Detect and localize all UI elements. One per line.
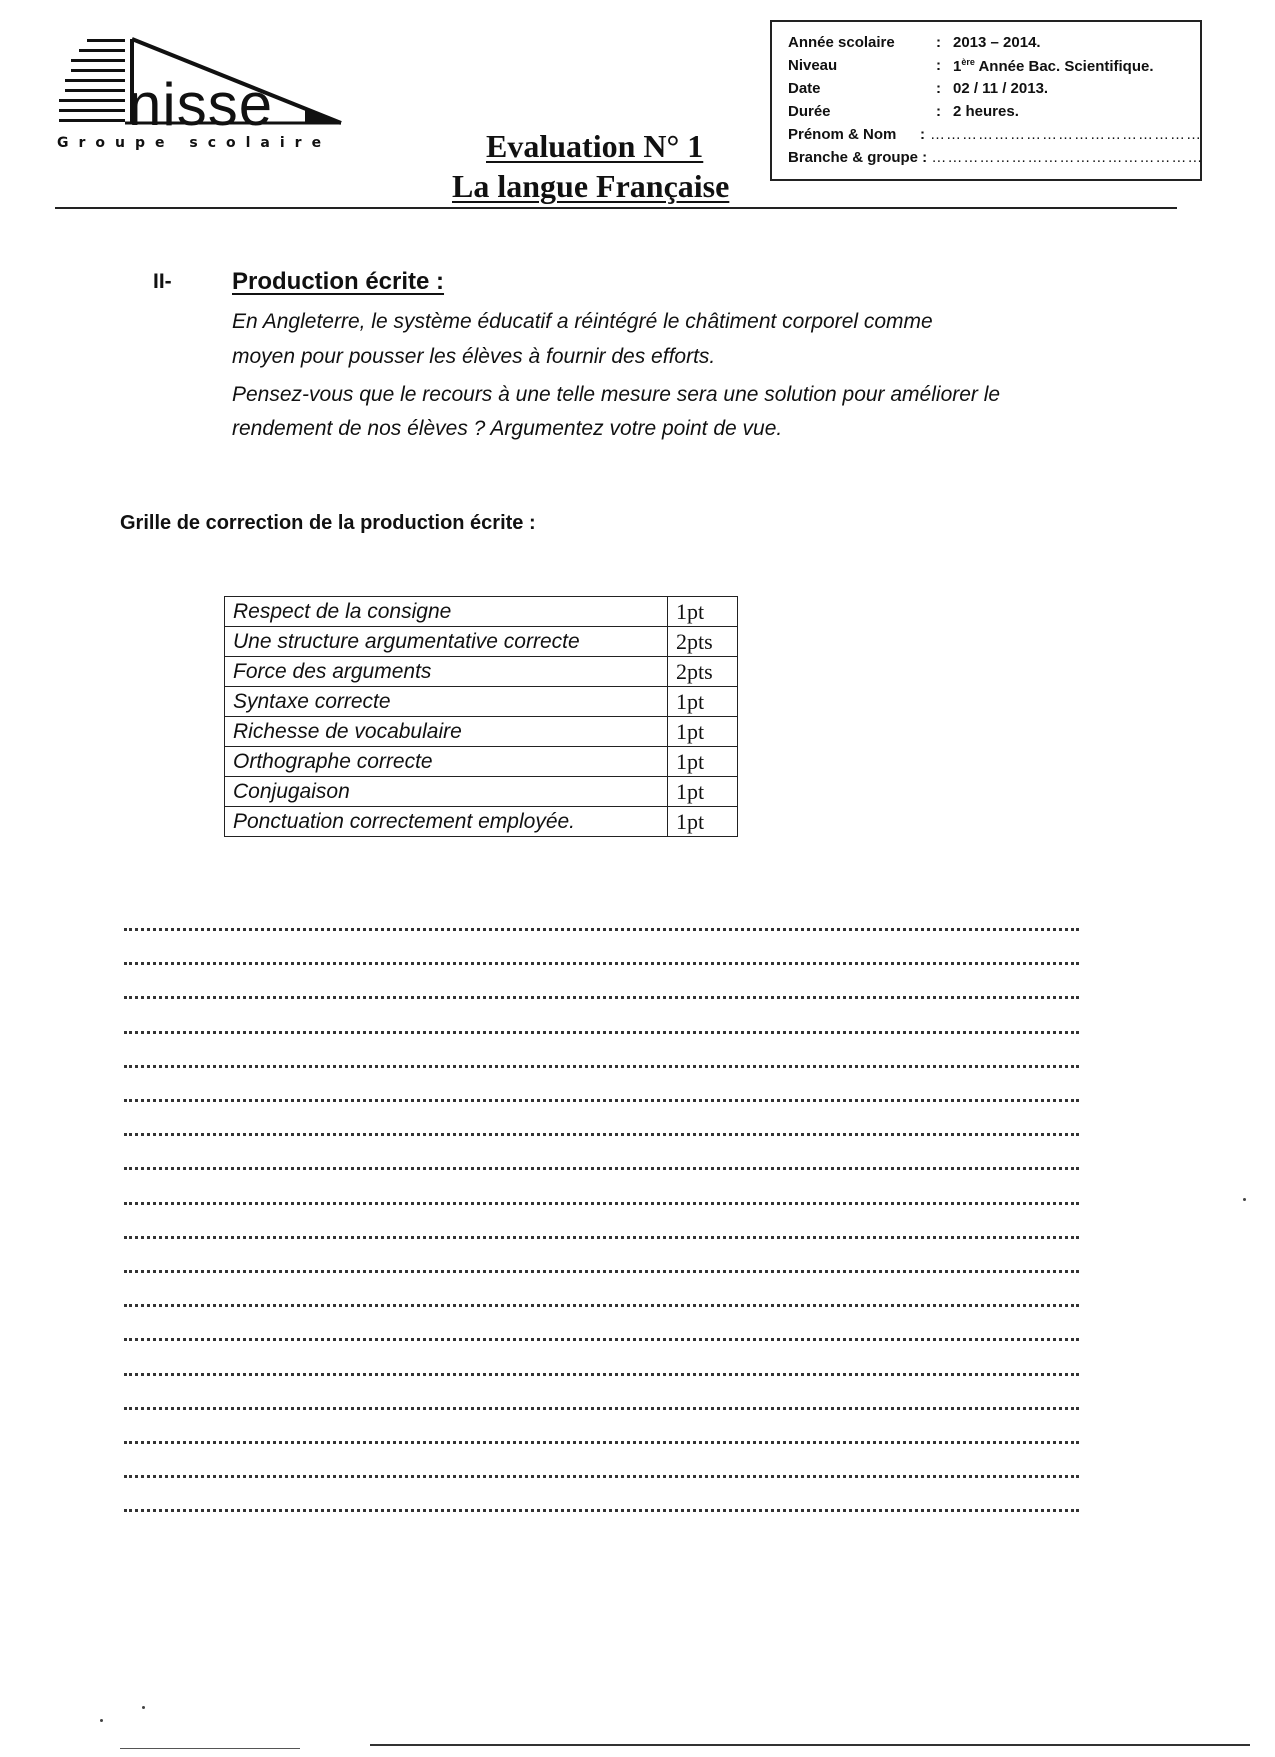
points-cell: 2pts xyxy=(668,627,738,657)
niveau-number: 1 xyxy=(953,58,962,75)
prompt-line-4: rendement de nos élèves ? Argumentez votre point de vue. xyxy=(232,417,783,440)
niveau-colon: : xyxy=(936,57,941,74)
branche-field[interactable]: …………………………………………… xyxy=(931,149,1204,166)
writing-line[interactable] xyxy=(124,1270,1079,1273)
criterion-cell: Ponctuation correctement employée. xyxy=(225,807,668,837)
annee-value: 2013 – 2014. xyxy=(953,34,1041,51)
table-row xyxy=(225,747,738,777)
niveau-superscript: ère xyxy=(961,57,975,67)
date-colon: : xyxy=(936,80,941,97)
prompt-line-1: En Angleterre, le système éducatif a réintégré le châtiment corporel comme xyxy=(232,310,933,333)
points-cell: 1pt xyxy=(668,807,738,837)
section-number: II- xyxy=(153,270,172,293)
scan-speck xyxy=(1243,1198,1246,1201)
grading-grid-title: Grille de correction de la production écrite : xyxy=(120,512,536,534)
prompt-line-2: moyen pour pousser les élèves à fournir des efforts. xyxy=(232,345,716,368)
points-cell: 2pts xyxy=(668,657,738,687)
logo-subtitle: Groupe scolaire xyxy=(57,135,332,151)
points-cell: 1pt xyxy=(668,747,738,777)
evaluation-title: Evaluation N° 1 xyxy=(486,128,704,164)
subject-title: La langue Française xyxy=(452,168,730,204)
criterion-cell: Conjugaison xyxy=(225,777,668,807)
writing-line[interactable] xyxy=(124,962,1079,965)
points-cell: 1pt xyxy=(668,717,738,747)
writing-line[interactable] xyxy=(124,1338,1079,1341)
annee-colon: : xyxy=(936,34,941,51)
writing-line[interactable] xyxy=(124,1167,1079,1170)
exam-info-box xyxy=(770,20,1202,181)
writing-line[interactable] xyxy=(124,1202,1079,1205)
criterion-cell: Respect de la consigne xyxy=(225,597,668,627)
writing-line[interactable] xyxy=(124,1407,1079,1410)
table-row xyxy=(225,777,738,807)
writing-line[interactable] xyxy=(124,1133,1079,1136)
points-cell: 1pt xyxy=(668,687,738,717)
writing-line[interactable] xyxy=(124,928,1079,931)
nom-label: Prénom & Nom xyxy=(788,126,897,143)
writing-line[interactable] xyxy=(124,1236,1079,1239)
scan-speck xyxy=(142,1706,145,1709)
header-divider xyxy=(55,207,1177,209)
writing-line[interactable] xyxy=(124,1099,1079,1102)
criterion-cell: Une structure argumentative correcte xyxy=(225,627,668,657)
niveau-text: Année Bac. Scientifique. xyxy=(974,58,1154,75)
logo-wordmark: nisse xyxy=(128,71,274,138)
nom-field[interactable]: …………………………………………… xyxy=(930,126,1202,143)
prompt-line-3: Pensez-vous que le recours à une telle mesure sera une solution pour améliorer le xyxy=(232,383,1001,406)
writing-line[interactable] xyxy=(124,1031,1079,1034)
footer-divider xyxy=(370,1744,1250,1746)
points-cell: 1pt xyxy=(668,597,738,627)
table-row xyxy=(225,807,738,837)
niveau-label: Niveau xyxy=(788,57,838,74)
grading-table xyxy=(224,596,738,837)
criterion-cell: Orthographe correcte xyxy=(225,747,668,777)
date-value: 02 / 11 / 2013. xyxy=(953,80,1049,97)
duree-colon: : xyxy=(936,103,941,120)
table-row xyxy=(225,657,738,687)
table-row xyxy=(225,717,738,747)
scan-speck xyxy=(100,1719,103,1722)
writing-line[interactable] xyxy=(124,1304,1079,1307)
section-title: Production écrite : xyxy=(232,268,445,295)
writing-line[interactable] xyxy=(124,1441,1079,1444)
duree-label: Durée xyxy=(788,103,831,120)
criterion-cell: Richesse de vocabulaire xyxy=(225,717,668,747)
info-row-branche xyxy=(788,149,1203,171)
nom-colon: : xyxy=(920,126,925,143)
criterion-cell: Syntaxe correcte xyxy=(225,687,668,717)
writing-line[interactable] xyxy=(124,996,1079,999)
annee-label: Année scolaire xyxy=(788,34,895,51)
footer-divider-short xyxy=(120,1748,300,1749)
writing-line[interactable] xyxy=(124,1509,1079,1512)
criterion-cell: Force des arguments xyxy=(225,657,668,687)
date-label: Date xyxy=(788,80,821,97)
writing-line[interactable] xyxy=(124,1373,1079,1376)
writing-line[interactable] xyxy=(124,1475,1079,1478)
branche-label: Branche & groupe : xyxy=(788,149,928,166)
duree-value: 2 heures. xyxy=(953,103,1019,120)
table-row xyxy=(225,627,738,657)
points-cell: 1pt xyxy=(668,777,738,807)
niveau-value xyxy=(953,57,1154,75)
school-logo xyxy=(55,35,345,155)
writing-line[interactable] xyxy=(124,1065,1079,1068)
table-row xyxy=(225,687,738,717)
table-row xyxy=(225,597,738,627)
